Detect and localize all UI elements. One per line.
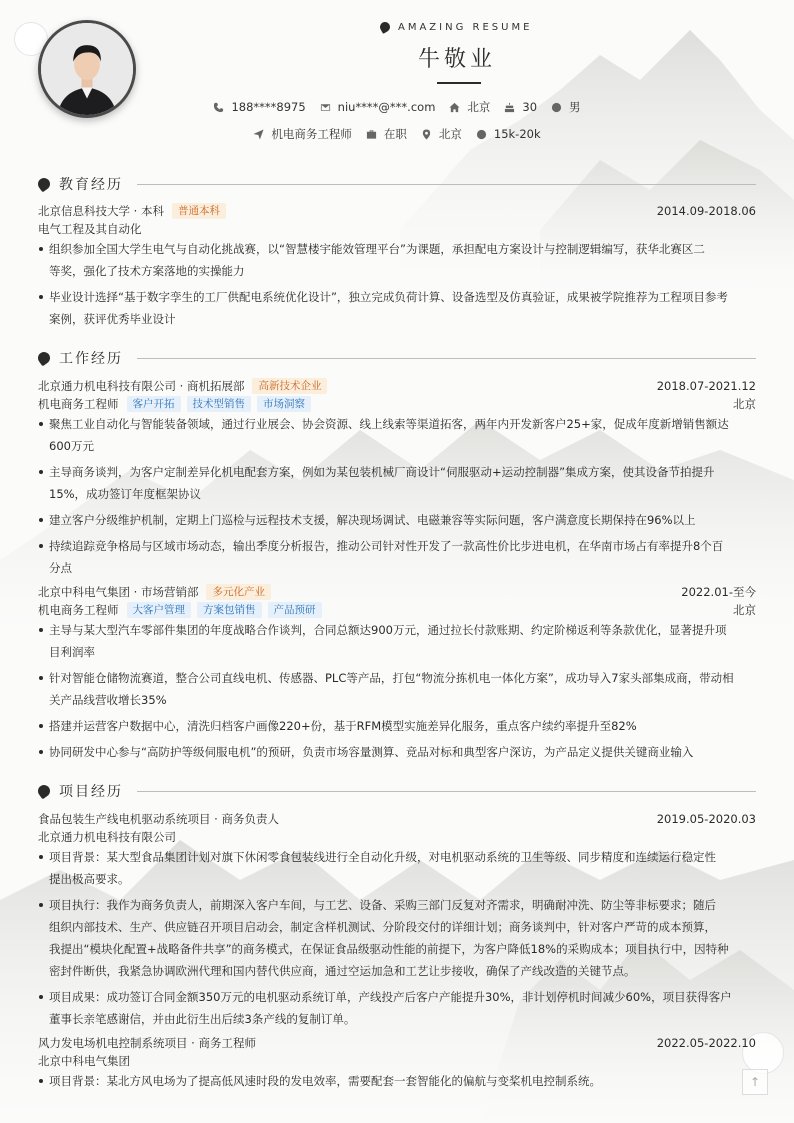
major-line	[38, 220, 756, 238]
company-tag: 高新技术企业	[252, 378, 327, 394]
job-bullet: 搭建并运营客户数据中心，清洗归档客户画像220+份，基于RFM模型实施差异化服务，重点客户续约率提升至82%	[38, 715, 756, 737]
project-org: 北京中科电气集团	[38, 1054, 130, 1068]
education-entry-header	[38, 202, 756, 220]
job-city: 北京	[733, 397, 756, 411]
section-divider	[137, 791, 756, 792]
project-bullet: 项目执行：我作为商务负责人，前期深入客户车间，与工艺、设备、采购三部门反复对齐需求，明确耐冲洗、防尘等非标要求；随后 组织内部技术、生产、供应链召开项目启动会，制定含样机测试、分阶段交付的详细计划；商务谈判中，针对客户严苛的成本预算， 我提出“模块化配置+战略备件共享”的商务模式，在保证食品级驱动性能的前提下，为客户降低18%的采购成本；项目执行中，因特种 密封件断供，我紧急协调欧洲代理和国内替代供应商，通过空运加急和工艺让步接收，确保了产线改造的关键节点。	[38, 894, 756, 982]
job-bullet: 建立客户分级维护机制，定期上门巡检与远程技术支援，解决现场调试、电磁兼容等实际问题，客户满意度长期保持在96%以上	[38, 509, 756, 531]
skill-tag: 方案包销售	[197, 602, 262, 618]
project-period: 2019.05-2020.03	[656, 812, 756, 826]
job-bullet: 主导商务谈判，为客户定制差异化机电配套方案，例如为某包装机械厂商设计“伺服驱动+运动控制器”集成方案，使其设备节拍提升 15%，成功签订年度框架协议	[38, 461, 756, 505]
job-city: 北京	[733, 603, 756, 617]
education-section-title: 教育经历	[38, 174, 756, 194]
project-section-title: 项目经历	[38, 781, 756, 801]
cake-icon	[504, 102, 515, 113]
project-header	[38, 810, 756, 828]
project-period: 2022.05-2022.10	[656, 1036, 756, 1050]
resume-tagline	[380, 20, 580, 34]
company-name: 北京通力机电科技有限公司 · 商机拓展部	[38, 379, 245, 393]
project-org: 北京通力机电科技有限公司	[38, 830, 176, 844]
company-tag: 多元化产业	[206, 584, 271, 600]
project-bullet: 项目成果：成功签订合同金额350万元的电机驱动系统订单，产线投产后客户产能提升30%，非计划停机时间减少60%，项目获得客户 董事长亲笔感谢信，并由此衍生出后续3条产线的复制订单。	[38, 986, 756, 1030]
skill-tag: 大客户管理	[127, 602, 192, 618]
salary-icon	[476, 129, 487, 140]
hometown-info: 北京	[449, 99, 490, 115]
company-name: 北京中科电气集团 · 市场营销部	[38, 585, 199, 599]
employment-status-info: 在职	[366, 126, 407, 142]
project-name: 风力发电场机电控制系统项目 · 商务工程师	[38, 1036, 256, 1050]
age-info: 30	[504, 100, 537, 114]
skill-tag: 市场洞察	[257, 396, 311, 412]
contact-info-row	[0, 98, 794, 116]
location-pin-icon	[421, 129, 432, 140]
job-role: 机电商务工程师	[38, 397, 119, 411]
job-role-line	[38, 395, 756, 413]
job-period: 2022.01-至今	[681, 585, 756, 599]
home-icon	[449, 102, 460, 113]
ink-dot-icon	[36, 783, 53, 800]
gender-info: 男	[551, 99, 581, 115]
candidate-name: 牛敬业	[417, 47, 496, 72]
job-role: 机电商务工程师	[38, 603, 119, 617]
target-position-info: 机电商务工程师	[253, 126, 352, 142]
email-info: niu****@***.com	[320, 100, 436, 114]
project-bullet: 项目背景：某北方风电场为了提高低风速时段的发电效率，需要配套一套智能化的偏航与变桨机电控制系统。	[38, 1070, 756, 1092]
skill-tag: 客户开拓	[127, 396, 181, 412]
job-bullet: 聚焦工业自动化与智能装备领域，通过行业展会、协会资源、线上线索等渠道拓客，两年内开发新客户25+家，促成年度新增销售额达 600万元	[38, 413, 756, 457]
education-period: 2014.09-2018.06	[656, 204, 756, 218]
name-underline	[437, 82, 481, 84]
skill-tag: 产品预研	[268, 602, 322, 618]
ink-dot-icon	[36, 350, 53, 367]
tagline-text: AMAZING RESUME	[398, 21, 533, 33]
project-bullet: 项目背景：某大型食品集团计划对旗下休闲零食包装线进行全自动化升级，对电机驱动系统的卫生等级、同步精度和连续运行稳定性 提出极高要求。	[38, 846, 756, 890]
job-intent-row	[0, 125, 794, 143]
education-bullet: 毕业设计选择“基于数字孪生的工厂供配电系统优化设计”，独立完成负荷计算、设备选型及仿真验证，成果被学院推荐为工程项目参考 案例，获评优秀毕业设计	[38, 286, 756, 330]
education-bullet: 组织参加全国大学生电气与自动化挑战赛，以“智慧楼宇能效管理平台”为课题，承担配电方案设计与控制逻辑编写，获华北赛区二 等奖，强化了技术方案落地的实操能力	[38, 238, 756, 282]
job-bullet: 协同研发中心参与“高防护等级伺服电机”的预研，负责市场容量测算、竞品对标和典型客户深访，为产品定义提供关键商业输入	[38, 741, 756, 763]
briefcase-icon	[366, 129, 377, 140]
target-city-info: 北京	[421, 126, 462, 142]
job-bullet: 主导与某大型汽车零部件集团的年度战略合作谈判，合同总额达900万元，通过拉长付款账期、约定阶梯返利等条款优化，显著提升项 目利润率	[38, 619, 756, 663]
gender-icon	[551, 102, 562, 113]
project-header	[38, 1034, 756, 1052]
salary-info: 15k-20k	[476, 127, 541, 141]
degree-tag: 普通本科	[172, 203, 226, 219]
scroll-to-top-button[interactable]: ↑	[742, 1069, 768, 1095]
project-org-line	[38, 828, 756, 846]
school-name: 北京信息科技大学 · 本科	[38, 204, 164, 218]
job-period: 2018.07-2021.12	[656, 379, 756, 393]
project-name: 食品包装生产线电机驱动系统项目 · 商务负责人	[38, 812, 279, 826]
ink-dot-icon	[378, 20, 392, 34]
skill-tag: 技术型销售	[187, 396, 252, 412]
send-icon	[253, 129, 264, 140]
job-header	[38, 583, 756, 601]
section-divider	[137, 184, 756, 185]
section-divider	[137, 358, 756, 359]
job-bullet: 针对智能仓储物流赛道，整合公司直线电机、传感器、PLC等产品，打包“物流分拣机电一体化方案”，成功导入7家头部集成商，带动相 关产品线营收增长35%	[38, 667, 756, 711]
phone-icon	[213, 102, 224, 113]
phone-info: 188****8975	[213, 100, 305, 114]
job-header	[38, 377, 756, 395]
ink-dot-icon	[36, 176, 53, 193]
mail-icon	[320, 102, 331, 113]
job-bullet: 持续追踪竞争格局与区域市场动态，输出季度分析报告，推动公司针对性开发了一款高性价比步进电机，在华南市场占有率提升8个百 分点	[38, 535, 756, 579]
job-role-line	[38, 601, 756, 619]
work-section-title: 工作经历	[38, 348, 756, 368]
major: 电气工程及其自动化	[38, 222, 142, 236]
project-org-line	[38, 1052, 756, 1070]
